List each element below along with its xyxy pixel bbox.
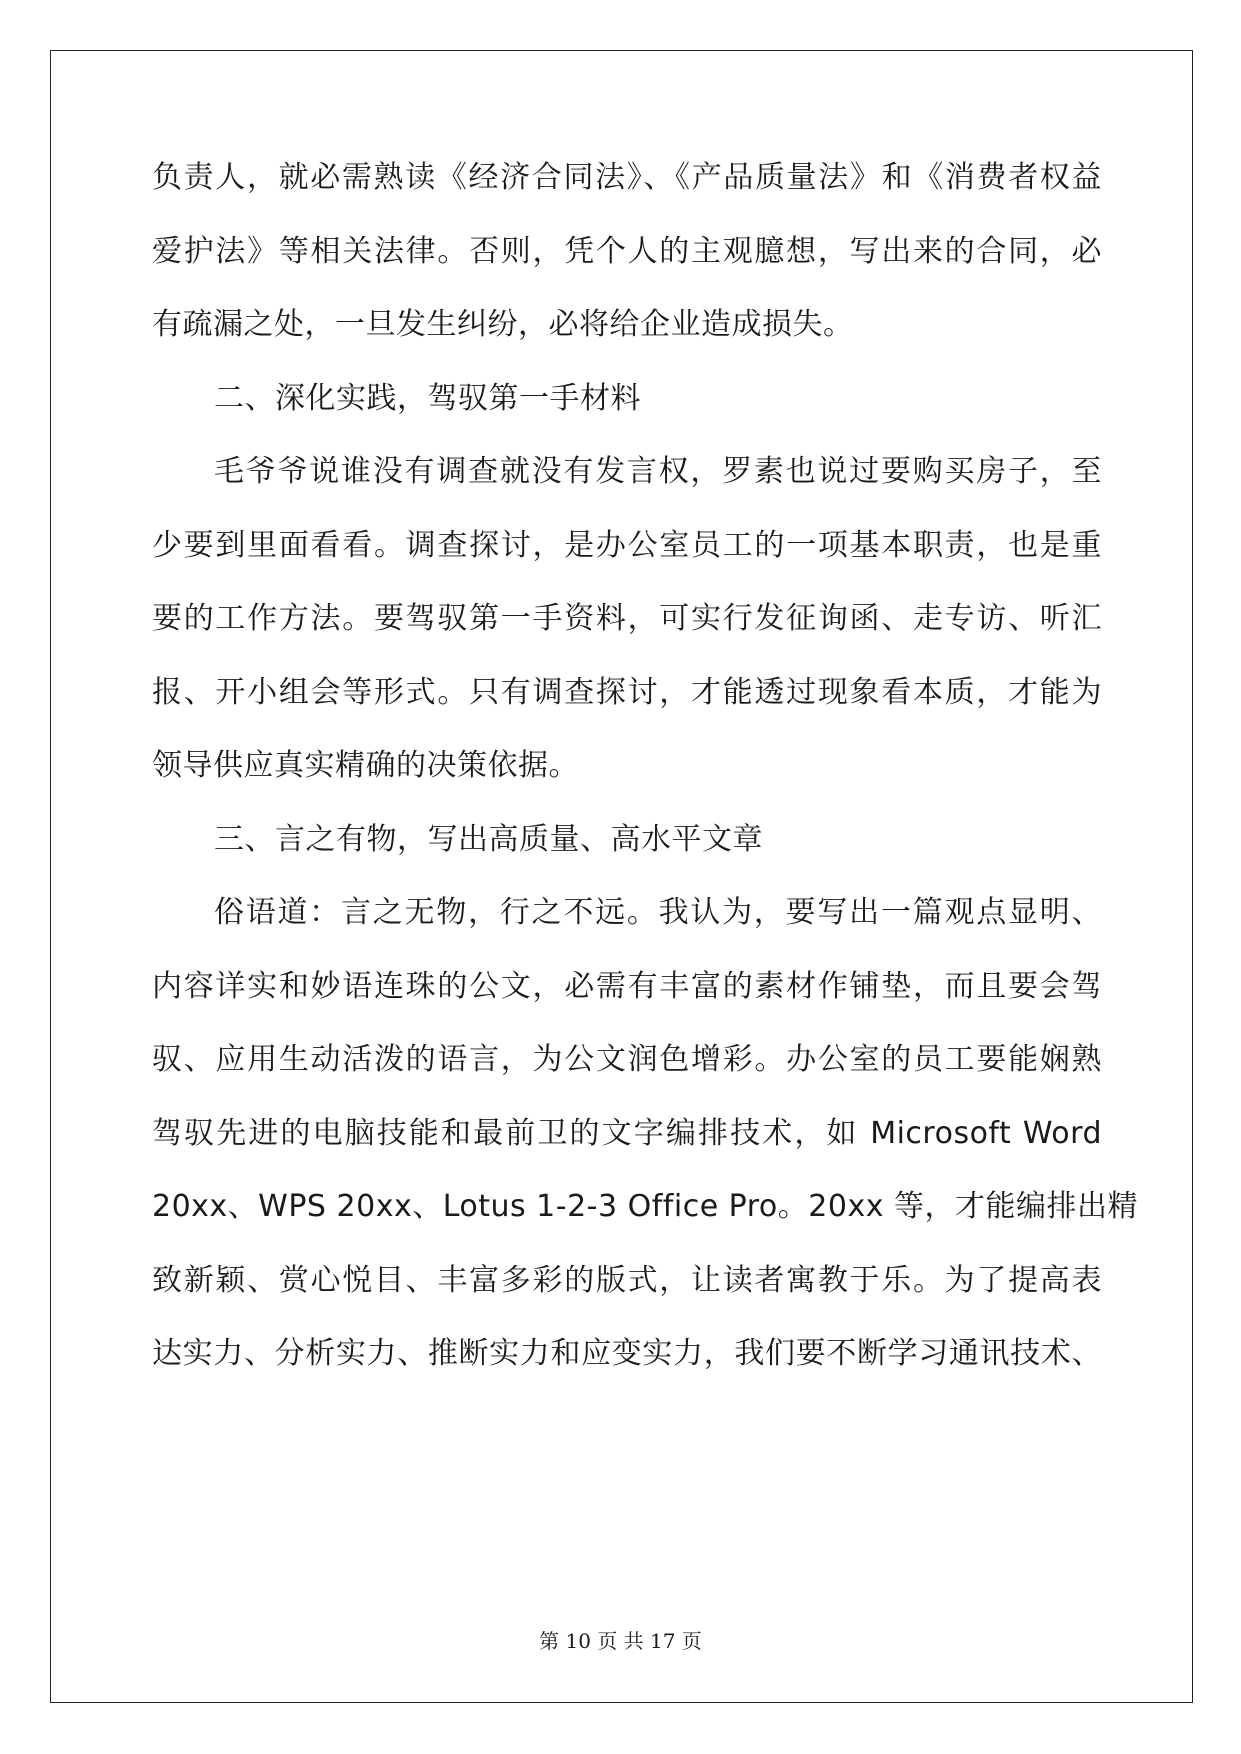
text-line: 俗语道：言之无物，行之不远。我认为，要写出一篇观点显明、 [214,895,1102,930]
text-line: 有疏漏之处，一旦发生纠纷，必将给企业造成损失。 [152,307,854,342]
text-line: 驭、应用生动活泼的语言，为公文润色增彩。办公室的员工要能娴熟 [152,1042,1102,1077]
page-number-footer: 第 10 页 共 17 页 [539,1629,702,1653]
text-line: 致新颖、赏心悦目、丰富多彩的版式，让读者寓教于乐。为了提高表 [152,1262,1102,1298]
text-line: 20xx、WPS 20xx、Lotus 1-2-3 Office Pro。20xx 等，才能编排出精 [152,1189,1138,1224]
text-line: 三、言之有物，写出高质量、高水平文章 [214,821,763,857]
text-line: 少要到里面看看。调查探讨，是办公室员工的一项基本职责，也是重 [152,527,1102,563]
text-line: 二、深化实践，驾驭第一手材料 [214,380,641,416]
text-line: 内容详实和妙语连珠的公文，必需有丰富的素材作铺垫，而且要会驾 [152,968,1102,1004]
text-line: 毛爷爷说谁没有调查就没有发言权，罗素也说过要购买房子，至 [214,454,1102,489]
text-line: 领导供应真实精确的决策依据。 [152,748,579,783]
text-line: 要的工作方法。要驾驭第一手资料，可实行发征询函、走专访、听汇 [152,601,1102,636]
text-line: 负责人，就必需熟读《经济合同法》、《产品质量法》和《消费者权益 [152,160,1102,195]
text-line: 达实力、分析实力、推断实力和应变实力，我们要不断学习通讯技术、 [152,1336,1102,1371]
text-line: 爱护法》等相关法律。否则，凭个人的主观臆想，写出来的合同，必 [152,233,1102,269]
text-line: 报、开小组会等形式。只有调查探讨，才能透过现象看本质，才能为 [152,674,1102,710]
text-line: 驾驭先进的电脑技能和最前卫的文字编排技术，如 Microsoft Word [152,1115,1102,1151]
page-border [50,50,1193,1703]
